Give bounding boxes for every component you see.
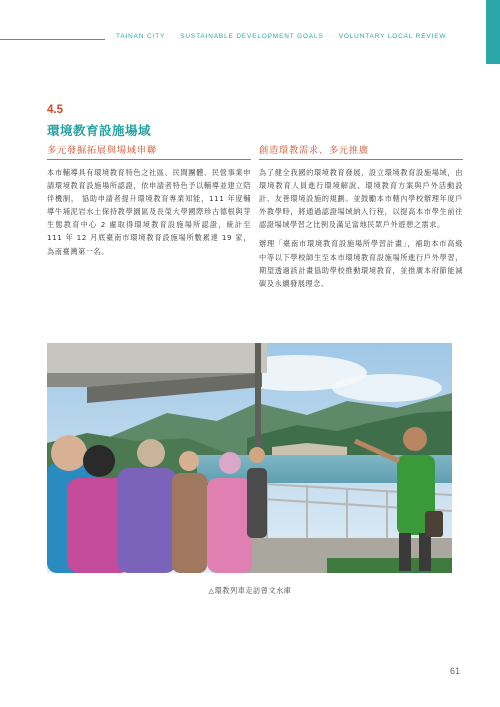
right-paragraph: 為了健全我國的環境教育發展，設立環境教育設施場域，由環境教育人員進行環境解說、環境教育方案與戶外活動設計、友善環境設施的規劃。並鼓勵本市轄內學校辦理年度戶外教學時，將通過認證場域納入行程，以提高本市學生前往認證場域學習之比例及滿足當地民眾戶外遊憩之需求。 [259,168,463,230]
right-subheading: 創造環教需求、多元推廣 [259,142,463,160]
header-item: TAINAN CITY [116,33,166,40]
header-rule [0,39,105,40]
right-paragraph: 辦理「臺南市環境教育設施場所學習計畫」，補助本市高級中等以下學校師生至本市環境教育設施場所進行戶外學習，期望透過該計畫協助學校推動環境教育，並推廣本府節能減碳及永續發展理念。 [259,239,463,288]
photo-caption: △環教列車走訪曾文水庫 [208,586,292,595]
pavilion-roof [47,343,267,373]
header-item: VOLUNTARY LOCAL REVIEW [338,33,447,40]
left-subheading: 多元發掘拓展與場域串聯 [47,142,251,160]
photo-illustration [47,343,452,573]
header-running-title [116,33,446,40]
visitor-group [47,435,267,573]
header-item: SUSTAINABLE DEVELOPMENT GOALS [180,33,324,40]
header-separator: · [171,33,175,40]
ground-shrubs [327,558,452,573]
chapter-side-tab [486,0,500,64]
page-number: 61 [449,666,460,676]
left-paragraph: 本市輔導具有環境教育特色之社區、民間團體、民營事業申請環境教育設施場所認證，依申請者特色予以輔導並建立陪伴機制， 協助申請者提升環境教育專業知能，111 年度輔導牛埔泥岩水土保持教學園區及長榮大學國際珍古德根與芽生態教育中心 2 處取得環境教育設施場所認證，統計至 111 年 12 月底臺南市環境教育設施場所數累達 19 家，為南臺灣第一名。 [47,168,251,256]
header-separator: · [329,33,333,40]
cloud [332,374,442,402]
pavilion-pillar [255,343,261,453]
section-number: 4.5 [47,104,63,116]
section-title: 環境教育設施場域 [47,123,152,138]
right-column [259,142,463,296]
left-column [47,142,251,264]
reservoir-tour-photo [47,343,452,573]
